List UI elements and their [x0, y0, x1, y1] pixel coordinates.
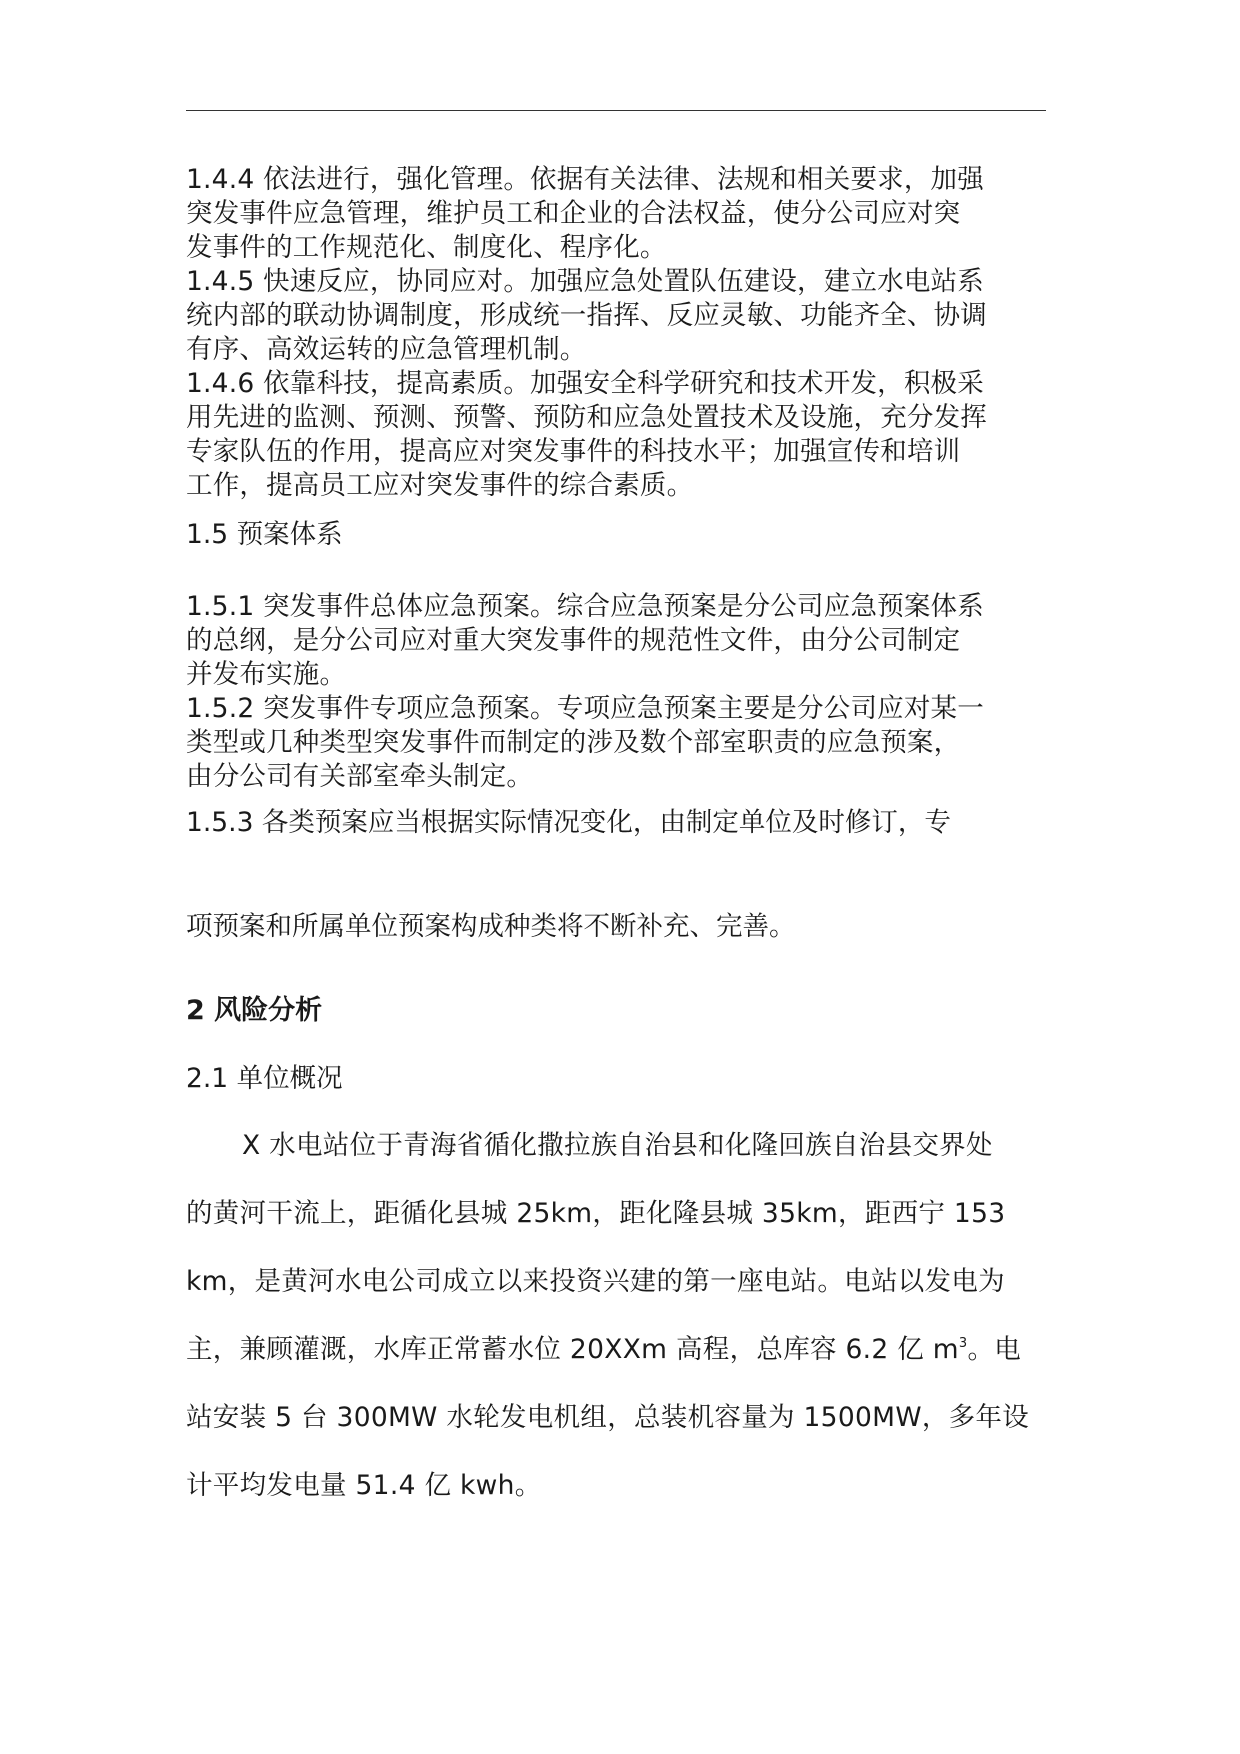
- overview-line: 计平均发电量 51.4 亿 kwh。: [186, 1470, 542, 1501]
- text-line: 的总纲，是分公司应对重大突发事件的规范性文件，由分公司制定: [186, 625, 961, 656]
- item-1-5-2: [186, 692, 1046, 794]
- overview-paragraph: [186, 1112, 1086, 1520]
- item-1-4-5: [186, 265, 1046, 367]
- text-line: 类型或几种类型突发事件而制定的涉及数个部室职责的应急预案，: [186, 727, 961, 758]
- text-line: 有序、高效运转的应急管理机制。: [186, 334, 587, 365]
- section-2-1-title: 2.1 单位概况: [186, 1063, 343, 1094]
- items-1-5: [186, 590, 1046, 794]
- text-line: 1.5.2 突发事件专项应急预案。专项应急预案主要是分公司应对某一: [186, 693, 984, 724]
- section-1-5-title: 1.5 预案体系: [186, 519, 343, 550]
- overview-line: 的黄河干流上，距循化县城 25km，距化隆县城 35km，距西宁 153: [186, 1198, 1006, 1229]
- item-1-5-3-line2: 项预案和所属单位预案构成种类将不断补充、完善。: [186, 911, 796, 942]
- text-line: 1.4.6 依靠科技，提高素质。加强安全科学研究和技术开发，积极采: [186, 368, 984, 399]
- text-line: 工作，提高员工应对突发事件的综合素质。: [186, 470, 694, 501]
- superscript: 3: [958, 1336, 968, 1351]
- text-line: 1.5.1 突发事件总体应急预案。综合应急预案是分公司应急预案体系: [186, 591, 984, 622]
- header-rule: [186, 110, 1046, 111]
- chapter-2-title: 2 风险分析: [186, 995, 323, 1026]
- overview-line: km，是黄河水电公司成立以来投资兴建的第一座电站。电站以发电为: [186, 1266, 1005, 1297]
- text-line: 并发布实施。: [186, 659, 347, 690]
- text-line: 1.4.5 快速反应，协同应对。加强应急处置队伍建设，建立水电站系: [186, 266, 984, 297]
- overview-line: 站安装 5 台 300MW 水轮发电机组，总装机容量为 1500MW，多年设: [186, 1402, 1030, 1433]
- text-line: 发事件的工作规范化、制度化、程序化。: [186, 232, 667, 263]
- item-1-5-3-line1: 1.5.3 各类预案应当根据实际情况变化，由制定单位及时修订，专: [186, 807, 951, 838]
- item-1-5-1: [186, 590, 1046, 692]
- overview-line-text: 。电: [967, 1334, 1022, 1365]
- text-line: 专家队伍的作用，提高应对突发事件的科技水平；加强宣传和培训: [186, 436, 961, 467]
- item-1-4-6: [186, 367, 1046, 503]
- text-line: 用先进的监测、预测、预警、预防和应急处置技术及设施，充分发挥: [186, 402, 987, 433]
- text-line: 由分公司有关部室牵头制定。: [186, 761, 534, 792]
- overview-line: [186, 1316, 1086, 1384]
- text-line: 1.4.4 依法进行，强化管理。依据有关法律、法规和相关要求，加强: [186, 164, 984, 195]
- text-line: 突发事件应急管理，维护员工和企业的合法权益，使分公司应对突: [186, 198, 961, 229]
- overview-line: X 水电站位于青海省循化撒拉族自治县和化隆回族自治县交界处: [242, 1130, 993, 1161]
- text-line: 统内部的联动协调制度，形成统一指挥、反应灵敏、功能齐全、协调: [186, 300, 987, 331]
- items-1-4: [186, 163, 1046, 503]
- overview-line-text: 主，兼顾灌溉，水库正常蓄水位 20XXm 高程，总库容 6.2 亿 m: [186, 1334, 959, 1365]
- item-1-4-4: [186, 163, 1046, 265]
